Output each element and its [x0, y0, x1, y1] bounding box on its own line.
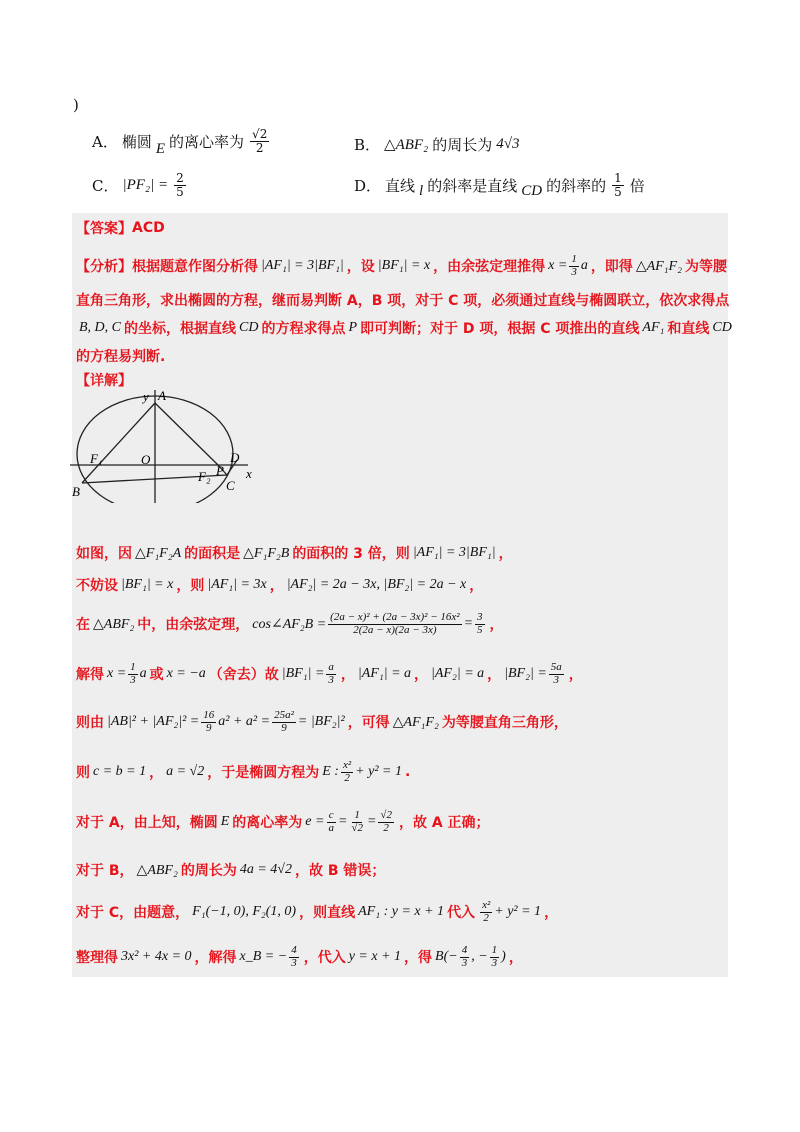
fraction: $\frac{√2}{2}$ — [252, 127, 268, 155]
label-B: B — [72, 484, 80, 499]
analysis-line-4: 的方程易判断. — [76, 349, 166, 365]
line-A-B — [82, 403, 155, 483]
detail-line-4: 解得 x = $\frac{1}{3}$ a 或 x = −a （舍去）故 |BF₁| = $\frac{a}{3}$ ， |AF₁| = a ， |AF₂| = a ， |BF₂| = $\frac{5a}{3}$ ， — [76, 661, 583, 686]
fraction: $\frac{1}{5}$ — [614, 171, 622, 199]
option-a: A． 椭圆 E 的离心率为 $\frac{√2}{2}$ — [92, 127, 268, 157]
option-d: D． 直线 l 的斜率是直线 CD 的斜率的 $\frac{1}{5}$ 倍 — [354, 171, 645, 199]
label-D: D — [230, 450, 240, 465]
analysis-line-1: 【分析】根据题意作图分析得 |AF₁| = 3|BF₁| ，设 |BF₁| = x ，由余弦定理推得 x = $\frac{1}{3}$ a ，即得 △AF₁F₂ 为等腰 — [76, 253, 727, 278]
label-F2: F₂ — [198, 469, 211, 484]
detail-line-8: 对于 B， △ABF₂ 的周长为 4a = 4√2 ，故 B 错误； — [76, 862, 386, 879]
label-P: P — [216, 463, 224, 478]
label-O: O — [141, 452, 151, 467]
option-b: B． △ABF₂ 的周长为 4√3 — [354, 136, 520, 154]
detail-line-6: 则 c = b = 1 ， a = √2 ，于是椭圆方程为 E : $\frac{\text{x²}}{2}$ + y² = 1 . — [76, 759, 411, 784]
detail-line-10: 整理得 3x² + 4x = 0 ，解得 x_B = − $\frac{4}{3}$ ，代入 y = x + 1 ，得 B(− $\frac{4}{3}$ , − $\frac{1}{3}$ ) ， — [76, 944, 523, 969]
analysis-line-3: B, D, C 的坐标，根据直线 CD 的方程求得点 P 即可判断；对于 D 项，根据 C 项推出的直线 AF₁ 和直线 CD — [79, 320, 732, 337]
option-c: C． |PF₂| = $\frac{2}{5}$ — [92, 171, 184, 199]
detail-line-9: 对于 C，由题意， F₁(−1, 0), F₂(1, 0) ，则直线 AF₁ : y = x + 1 代入 $\frac{\text{x²}}{2}$ + y² = 1 ， — [76, 899, 559, 924]
ellipse-diagram — [70, 388, 260, 503]
analysis-line-2: 直角三角形，求出椭圆的方程，继而易判断 A，B 项，对于 C 项，必须通过直线与椭圆联立，依次求得点 — [76, 293, 730, 309]
detail-line-7: 对于 A，由上知，椭圆 E 的离心率为 e = $\frac{c}{a}$ = $\frac{1}{√2}$ = $\frac{√2}{2}$ ，故 A 正确； — [76, 809, 490, 834]
answer-line: 【答案】 ACD — [76, 220, 165, 237]
label-C: C — [226, 478, 235, 493]
detail-line-2: 不妨设 |BF₁| = x ，则 |AF₁| = 3x ， |AF₂| = 2a − 3x, |BF₂| = 2a − x ， — [76, 577, 484, 594]
label-x: x — [246, 466, 252, 481]
detail-label: 【详解】 — [76, 373, 132, 389]
continuation-paren: ) — [73, 96, 79, 114]
label-A: A — [158, 388, 166, 403]
fraction: $\frac{2}{5}$ — [176, 171, 184, 199]
label-y: y — [143, 389, 149, 404]
detail-line-3: 在 △ABF₂ 中，由余弦定理， cos∠AF₂B = $\frac{\text{(2a − x)² + (2a − 3x)² − 16x²}}{2(2a - x)(2a - 3x)}$ = $\frac{3}{5}$ ， — [76, 611, 504, 636]
label-F1: F₁ — [90, 451, 103, 466]
detail-line-1: 如图，因 △F₁F₂A 的面积是 △F₁F₂B 的面积的 3 倍，则 |AF₁| = 3|BF₁| ， — [76, 545, 513, 562]
detail-line-5: 则由 |AB|² + |AF₂|² = $\frac{16}{9}$ a² + a² = $\frac{\text{25a²}}{9}$ = |BF₂|² ，可得 △AF₁F₂ 为等腰直角三角形， — [76, 709, 568, 734]
